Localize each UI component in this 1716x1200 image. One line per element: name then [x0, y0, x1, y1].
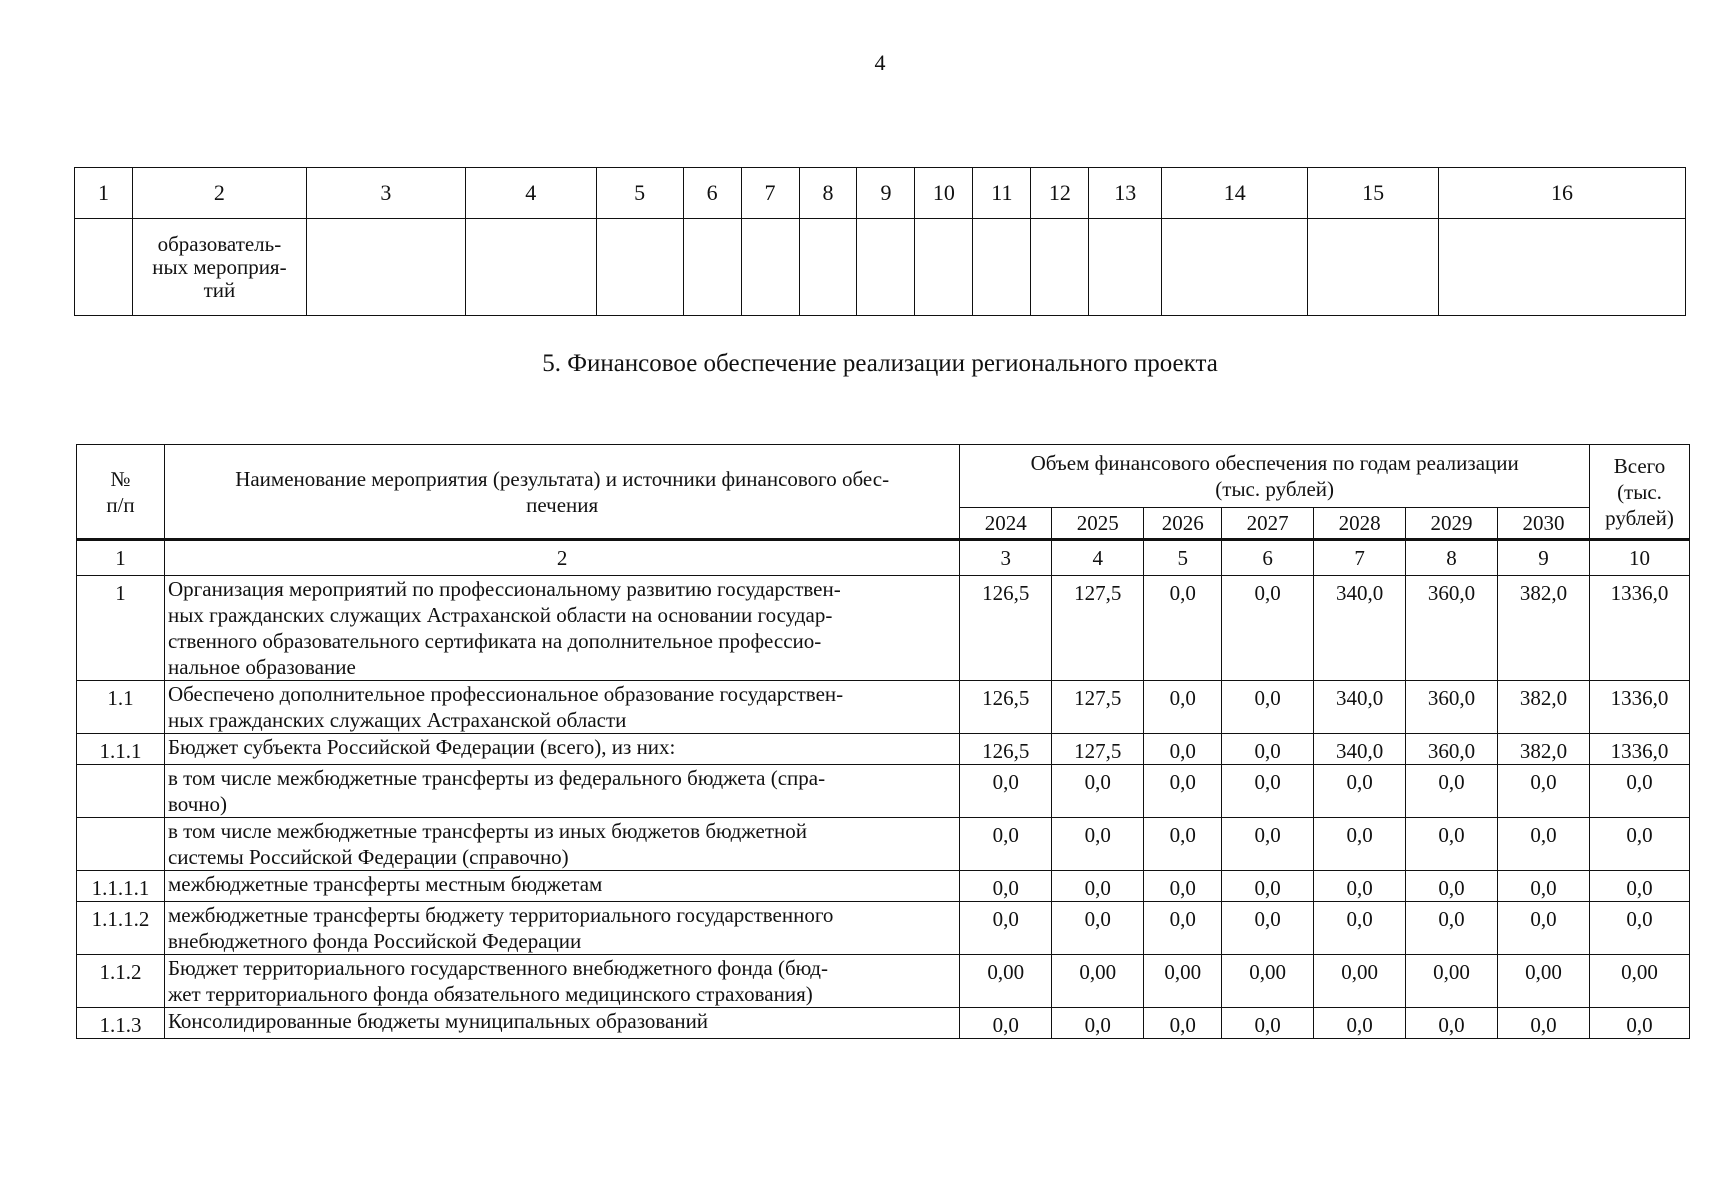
row-value: 0,00 [960, 955, 1052, 1008]
table-row [77, 576, 1690, 681]
row-value: 0,0 [960, 871, 1052, 902]
table-row [77, 681, 1690, 734]
continuation-cell [1089, 219, 1162, 316]
row-value: 0,00 [1498, 955, 1590, 1008]
column-number-cell: 5 [1144, 540, 1222, 576]
row-value: 0,0 [1144, 902, 1222, 955]
row-value: 0,0 [1589, 902, 1689, 955]
column-number-cell: 4 [1052, 540, 1144, 576]
header-year-2027: 2027 [1222, 508, 1314, 540]
table-row [77, 955, 1690, 1008]
row-value: 382,0 [1498, 576, 1590, 681]
continuation-header-cell: 1 [75, 168, 133, 219]
table-row [77, 1008, 1690, 1039]
row-number: 1.1.2 [77, 955, 165, 1008]
row-value: 0,0 [1144, 818, 1222, 871]
row-number [77, 765, 165, 818]
continuation-cell [465, 219, 596, 316]
column-number-cell: 7 [1314, 540, 1406, 576]
row-name: Бюджет субъекта Российской Федерации (всего), из них: [164, 734, 959, 765]
row-value: 360,0 [1406, 734, 1498, 765]
row-value: 0,0 [1144, 871, 1222, 902]
table-row [77, 818, 1690, 871]
row-value: 126,5 [960, 734, 1052, 765]
row-name: межбюджетные трансферты местным бюджетам [164, 871, 959, 902]
table-row [77, 871, 1690, 902]
header-year-2029: 2029 [1406, 508, 1498, 540]
row-value: 0,0 [1144, 681, 1222, 734]
continuation-header-row [75, 168, 1686, 219]
row-value: 0,0 [1589, 1008, 1689, 1039]
row-value: 0,0 [1589, 871, 1689, 902]
continuation-cell [1031, 219, 1089, 316]
row-value: 1336,0 [1589, 576, 1689, 681]
row-value: 126,5 [960, 576, 1052, 681]
row-value: 0,0 [1222, 765, 1314, 818]
row-value: 0,0 [1314, 871, 1406, 902]
row-value: 0,0 [1144, 576, 1222, 681]
header-total: Всего (тыс. рублей) [1589, 445, 1689, 540]
header-volume: Объем финансового обеспечения по годам реализации (тыс. рублей) [960, 445, 1590, 508]
continuation-header-cell: 6 [683, 168, 741, 219]
header-no: № п/п [77, 445, 165, 540]
column-number-cell: 9 [1498, 540, 1590, 576]
header-name: Наименование мероприятия (результата) и источники финансового обес- печения [164, 445, 959, 540]
header-year-2030: 2030 [1498, 508, 1590, 540]
row-name: в том числе межбюджетные трансферты из федерального бюджета (спра- вочно) [164, 765, 959, 818]
row-value: 382,0 [1498, 681, 1590, 734]
continuation-cell [306, 219, 465, 316]
row-value: 340,0 [1314, 681, 1406, 734]
row-value: 0,0 [1498, 902, 1590, 955]
row-value: 0,0 [1406, 871, 1498, 902]
row-number: 1.1 [77, 681, 165, 734]
continuation-cell [1162, 219, 1308, 316]
continuation-table [74, 167, 1686, 316]
column-number-cell: 1 [77, 540, 165, 576]
row-value: 0,0 [1052, 902, 1144, 955]
row-value: 1336,0 [1589, 734, 1689, 765]
row-value: 0,0 [1314, 1008, 1406, 1039]
row-value: 0,00 [1052, 955, 1144, 1008]
continuation-header-cell: 2 [132, 168, 306, 219]
continuation-header-cell: 8 [799, 168, 857, 219]
column-number-cell: 10 [1589, 540, 1689, 576]
row-value: 0,0 [1406, 902, 1498, 955]
row-value: 0,0 [1052, 1008, 1144, 1039]
continuation-cell [973, 219, 1031, 316]
row-value: 0,0 [1222, 902, 1314, 955]
row-value: 0,0 [1314, 765, 1406, 818]
continuation-cell [1308, 219, 1439, 316]
row-value: 0,0 [1144, 765, 1222, 818]
row-value: 0,0 [1144, 734, 1222, 765]
column-number-row [77, 540, 1690, 576]
continuation-cell [1439, 219, 1686, 316]
row-name: Обеспечено дополнительное профессиональное образование государствен- ных гражданских служащих Астраханской области [164, 681, 959, 734]
row-value: 0,0 [1498, 871, 1590, 902]
continuation-cell [75, 219, 133, 316]
continuation-header-cell: 10 [915, 168, 973, 219]
continuation-header-cell: 3 [306, 168, 465, 219]
row-value: 0,0 [1144, 1008, 1222, 1039]
row-value: 0,0 [1498, 818, 1590, 871]
row-value: 0,0 [1222, 818, 1314, 871]
row-value: 0,0 [1222, 681, 1314, 734]
continuation-cell [857, 219, 915, 316]
row-number: 1.1.1.2 [77, 902, 165, 955]
row-value: 340,0 [1314, 734, 1406, 765]
row-number [77, 818, 165, 871]
row-value: 126,5 [960, 681, 1052, 734]
row-value: 0,0 [1498, 765, 1590, 818]
row-value: 360,0 [1406, 681, 1498, 734]
table-row [77, 902, 1690, 955]
row-value: 127,5 [1052, 734, 1144, 765]
continuation-cell [915, 219, 973, 316]
continuation-header-cell: 14 [1162, 168, 1308, 219]
table-row [77, 734, 1690, 765]
row-value: 0,0 [1498, 1008, 1590, 1039]
row-value: 0,0 [960, 765, 1052, 818]
row-value: 0,0 [1406, 818, 1498, 871]
row-value: 0,0 [960, 818, 1052, 871]
row-name: межбюджетные трансферты бюджету территориального государственного внебюджетного фонда Российской Федерации [164, 902, 959, 955]
row-value: 0,0 [960, 902, 1052, 955]
continuation-cell [799, 219, 857, 316]
continuation-cell: образователь- ных мероприя- тий [132, 219, 306, 316]
continuation-header-cell: 5 [596, 168, 683, 219]
header-year-2026: 2026 [1144, 508, 1222, 540]
row-value: 0,0 [1052, 818, 1144, 871]
row-name: Бюджет территориального государственного внебюджетного фонда (бюд- жет территориального фонда обязательного медицинского страхования) [164, 955, 959, 1008]
row-value: 0,0 [1589, 765, 1689, 818]
continuation-header-cell: 12 [1031, 168, 1089, 219]
row-number: 1.1.1 [77, 734, 165, 765]
continuation-cell [741, 219, 799, 316]
continuation-header-cell: 16 [1439, 168, 1686, 219]
row-number: 1.1.3 [77, 1008, 165, 1039]
row-value: 0,0 [1222, 1008, 1314, 1039]
row-value: 0,0 [1314, 902, 1406, 955]
column-number-cell: 2 [164, 540, 959, 576]
header-year-2025: 2025 [1052, 508, 1144, 540]
row-value: 0,00 [1144, 955, 1222, 1008]
row-value: 1336,0 [1589, 681, 1689, 734]
row-value: 340,0 [1314, 576, 1406, 681]
continuation-header-cell: 9 [857, 168, 915, 219]
header-year-2028: 2028 [1314, 508, 1406, 540]
row-value: 0,0 [1222, 576, 1314, 681]
row-value: 0,0 [1052, 765, 1144, 818]
row-value: 0,00 [1222, 955, 1314, 1008]
row-value: 0,00 [1406, 955, 1498, 1008]
row-value: 0,0 [1314, 818, 1406, 871]
row-name: Консолидированные бюджеты муниципальных образований [164, 1008, 959, 1039]
continuation-header-cell: 11 [973, 168, 1031, 219]
continuation-header-cell: 13 [1089, 168, 1162, 219]
row-value: 0,0 [960, 1008, 1052, 1039]
row-value: 0,0 [1406, 1008, 1498, 1039]
row-value: 0,0 [1406, 765, 1498, 818]
column-number-cell: 8 [1406, 540, 1498, 576]
continuation-header-cell: 4 [465, 168, 596, 219]
row-number: 1 [77, 576, 165, 681]
header-year-2024: 2024 [960, 508, 1052, 540]
row-name: в том числе межбюджетные трансферты из иных бюджетов бюджетной системы Российской Федерации (справочно) [164, 818, 959, 871]
finance-table-body [77, 540, 1690, 1039]
section-title: 5. Финансовое обеспечение реализации регионального проекта [542, 350, 1218, 377]
row-value: 0,00 [1314, 955, 1406, 1008]
continuation-header-cell: 7 [741, 168, 799, 219]
row-value: 0,0 [1222, 871, 1314, 902]
page-number: 4 [874, 50, 886, 75]
continuation-header-cell: 15 [1308, 168, 1439, 219]
row-value: 360,0 [1406, 576, 1498, 681]
column-number-cell: 3 [960, 540, 1052, 576]
row-value: 0,0 [1052, 871, 1144, 902]
continuation-cell [683, 219, 741, 316]
row-value: 0,0 [1222, 734, 1314, 765]
row-name: Организация мероприятий по профессиональному развитию государствен- ных гражданских служащих Астраханской области на основании государ- ственного образовательного сертификата на дополнительное профессио- нальное образование [164, 576, 959, 681]
row-value: 127,5 [1052, 576, 1144, 681]
row-value: 0,0 [1589, 818, 1689, 871]
row-value: 127,5 [1052, 681, 1144, 734]
finance-table [76, 444, 1690, 1039]
column-number-cell: 6 [1222, 540, 1314, 576]
row-value: 382,0 [1498, 734, 1590, 765]
continuation-body-row [75, 219, 1686, 316]
table-row [77, 765, 1690, 818]
row-number: 1.1.1.1 [77, 871, 165, 902]
continuation-cell [596, 219, 683, 316]
row-value: 0,00 [1589, 955, 1689, 1008]
